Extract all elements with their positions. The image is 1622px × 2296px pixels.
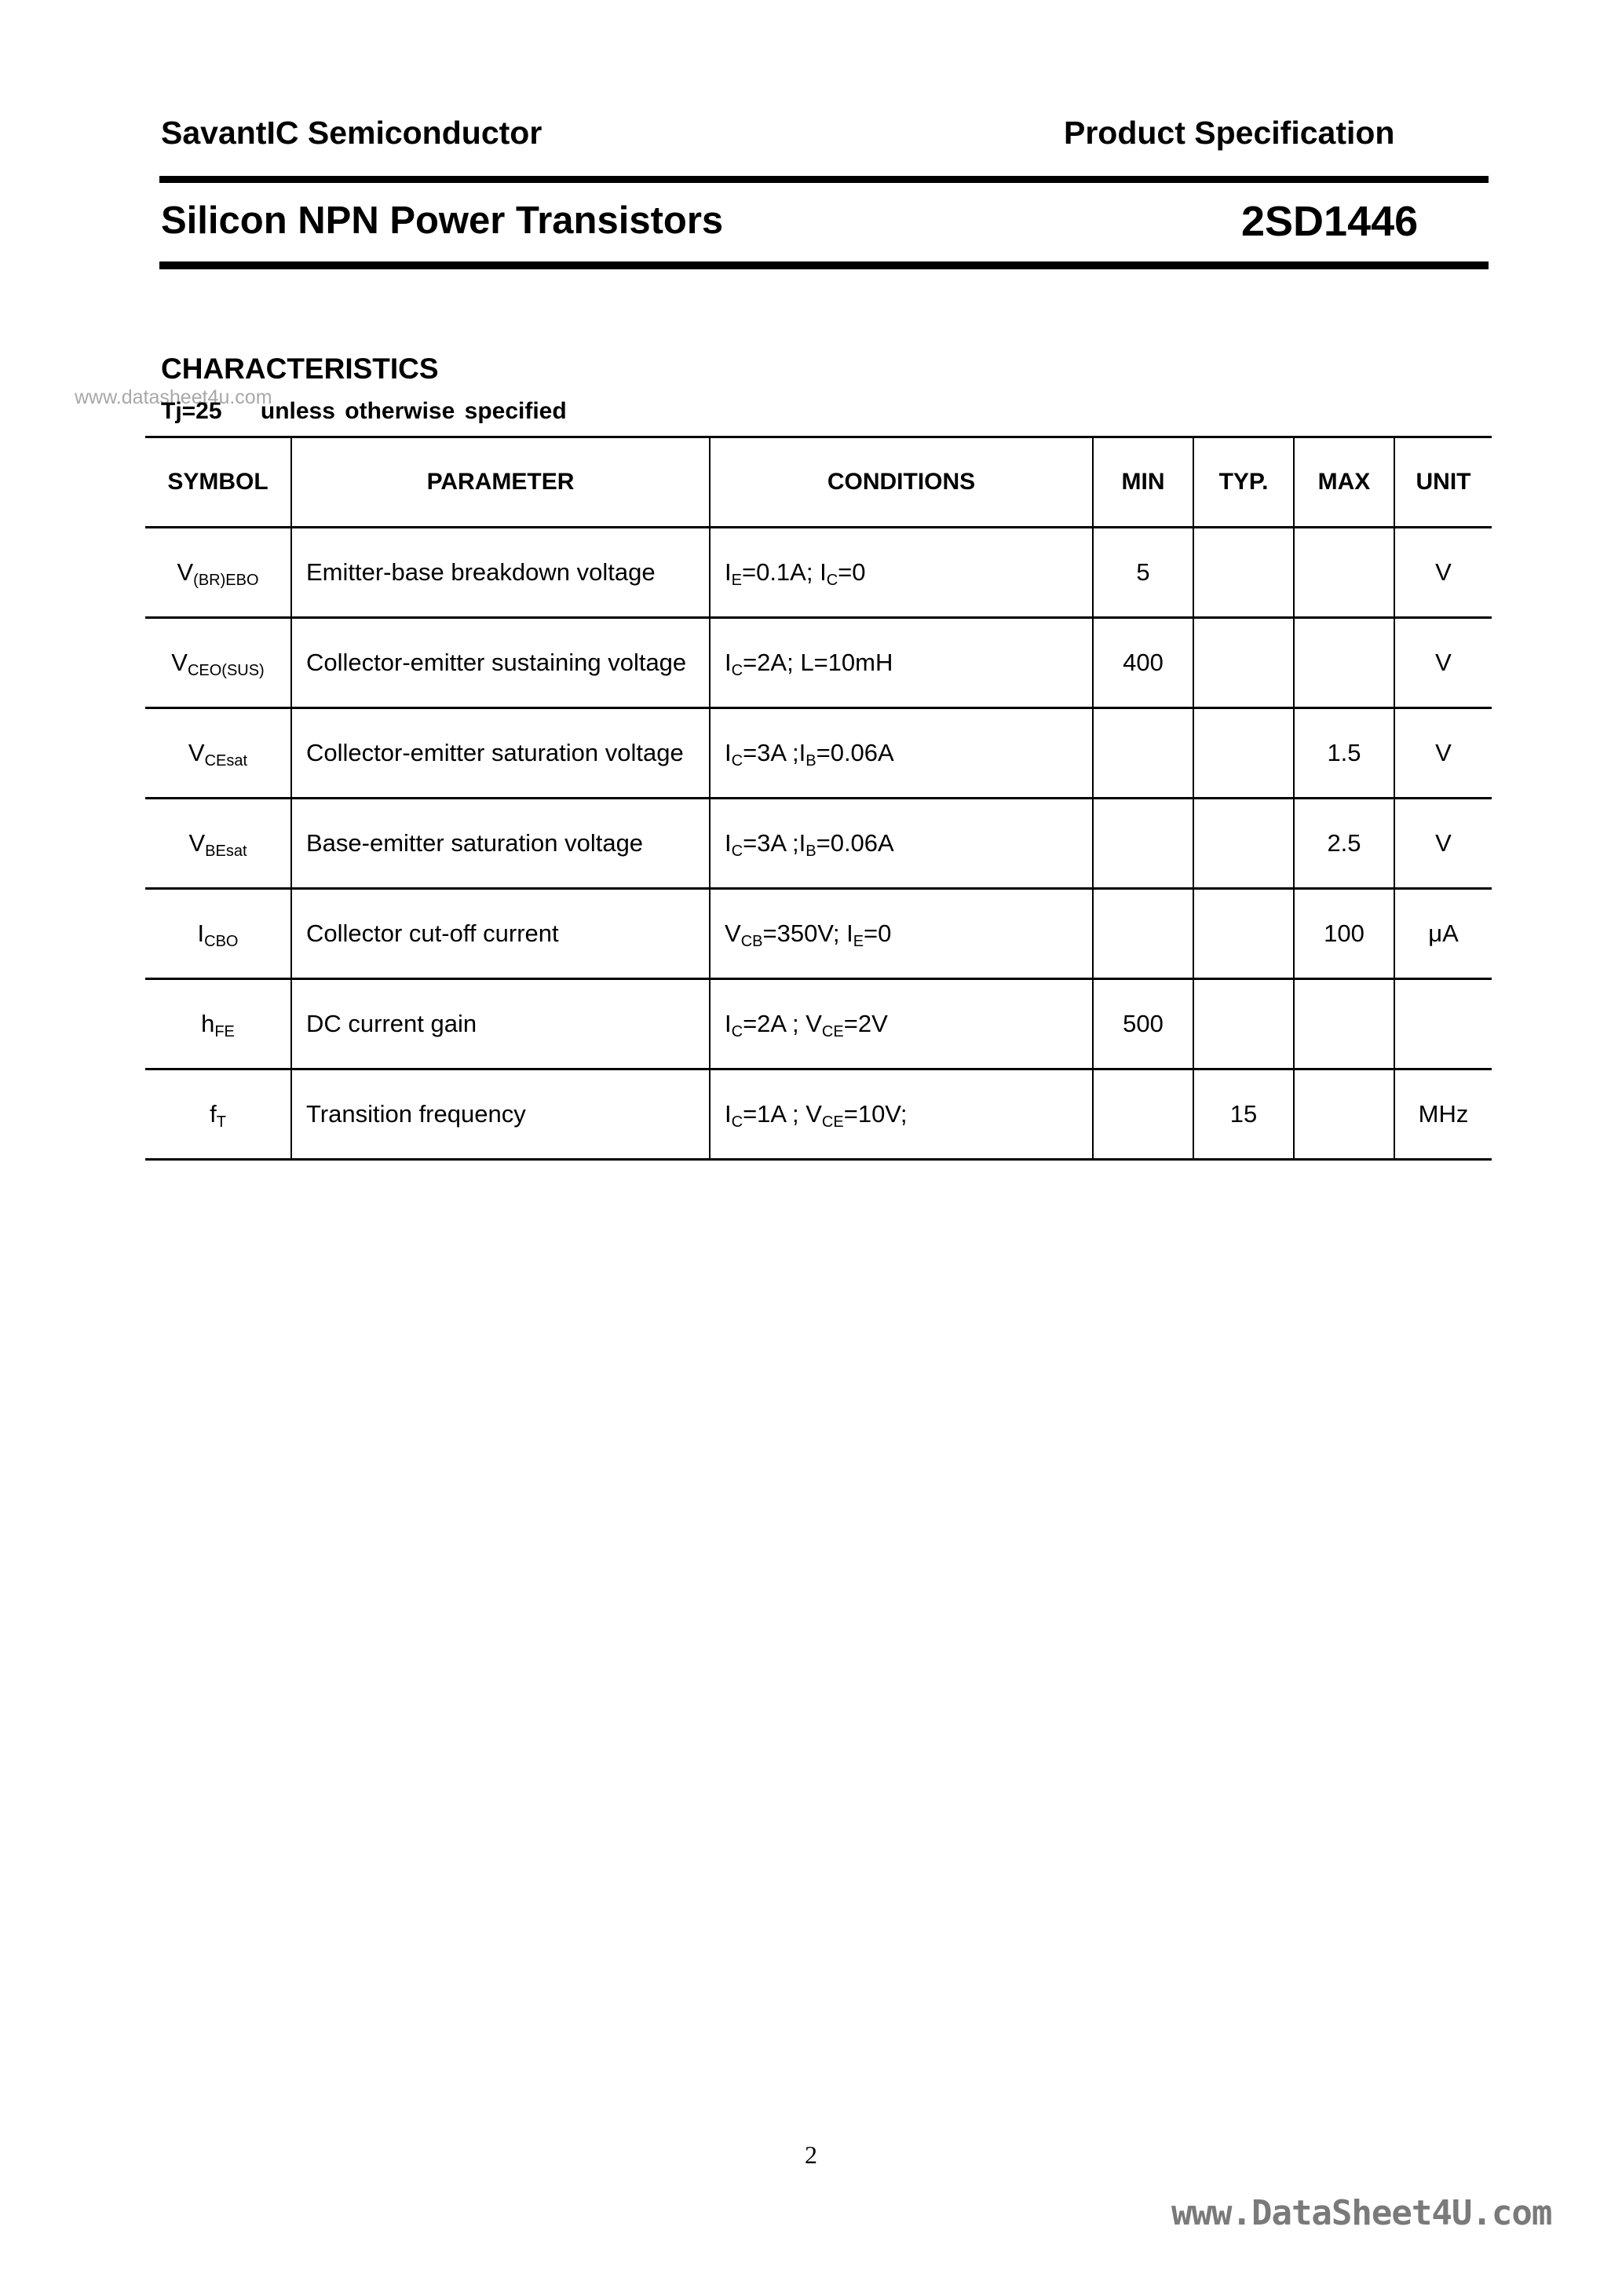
condition-subscript: C <box>731 752 743 770</box>
symbol-subscript: CEO(SUS) <box>187 662 265 679</box>
condition-value: =3A ; <box>743 829 799 857</box>
parameter-cell: Collector-emitter saturation voltage <box>291 708 710 799</box>
condition-subscript: CB <box>740 933 763 950</box>
min-cell: 400 <box>1093 618 1193 708</box>
column-header-parameter: PARAMETER <box>291 437 710 528</box>
condition-subscript: E <box>853 933 864 950</box>
unit-cell: V <box>1394 618 1492 708</box>
test-condition-note: Tj=25 unless otherwise specified <box>161 398 567 424</box>
symbol-cell <box>145 979 291 1069</box>
condition-subscript: C <box>731 1113 743 1131</box>
condition-subscript: CE <box>821 1113 844 1131</box>
condition-main: I <box>725 649 732 676</box>
conditions-cell <box>710 708 1093 799</box>
min-cell <box>1093 1069 1193 1160</box>
max-cell <box>1294 1069 1394 1160</box>
unit-cell <box>1394 979 1492 1069</box>
company-name: SavantIC Semiconductor <box>161 115 542 151</box>
parameter-cell: DC current gain <box>291 979 710 1069</box>
condition-value: =0 <box>838 558 866 586</box>
condition-subscript: C <box>826 572 838 589</box>
min-cell <box>1093 889 1193 979</box>
condition-main: I <box>725 739 732 766</box>
typ-cell <box>1193 889 1294 979</box>
symbol-subscript: CEsat <box>204 752 248 770</box>
symbol-main: V <box>177 558 194 586</box>
condition-value: =0 <box>864 919 892 947</box>
condition-value: =2A; L=10mH <box>743 649 893 676</box>
condition-subscript: C <box>731 662 743 679</box>
header-rule-bottom <box>159 261 1489 269</box>
column-header-unit: UNIT <box>1394 437 1492 528</box>
unit-cell: MHz <box>1394 1069 1492 1160</box>
table-row <box>145 708 1492 799</box>
unit-cell: μA <box>1394 889 1492 979</box>
typ-cell <box>1193 708 1294 799</box>
condition-value: =3A ; <box>743 739 799 766</box>
parameter-cell: Collector-emitter sustaining voltage <box>291 618 710 708</box>
typ-cell: 15 <box>1193 1069 1294 1160</box>
condition-value: =0.06A <box>816 829 894 857</box>
condition-main: I <box>798 829 806 857</box>
symbol-subscript: CBO <box>204 933 239 950</box>
typ-cell <box>1193 979 1294 1069</box>
symbol-subscript: FE <box>214 1023 235 1040</box>
table-row <box>145 889 1492 979</box>
typ-cell <box>1193 799 1294 889</box>
max-cell <box>1294 528 1394 618</box>
watermark-bottom: www.DataSheet4U.com <box>1171 2193 1552 2233</box>
condition-subscript: C <box>731 1023 743 1040</box>
typ-cell <box>1193 528 1294 618</box>
min-cell: 5 <box>1093 528 1193 618</box>
symbol-subscript: BEsat <box>205 843 247 860</box>
min-cell <box>1093 708 1193 799</box>
symbol-cell <box>145 708 291 799</box>
condition-main: V <box>806 1010 822 1037</box>
conditions-cell <box>710 528 1093 618</box>
column-header-typ: TYP. <box>1193 437 1294 528</box>
condition-subscript: CE <box>821 1023 844 1040</box>
max-cell: 100 <box>1294 889 1394 979</box>
conditions-cell <box>710 979 1093 1069</box>
unit-cell: V <box>1394 528 1492 618</box>
table-row <box>145 799 1492 889</box>
conditions-cell <box>710 1069 1093 1160</box>
conditions-cell <box>710 799 1093 889</box>
condition-main: I <box>725 1100 732 1128</box>
symbol-main: V <box>171 649 188 676</box>
condition-value: =1A ; <box>743 1100 806 1128</box>
max-cell <box>1294 618 1394 708</box>
parameter-cell: Emitter-base breakdown voltage <box>291 528 710 618</box>
symbol-main: V <box>188 829 206 857</box>
condition-value: =0.06A <box>816 739 894 766</box>
symbol-main: V <box>188 739 205 766</box>
condition-main: V <box>725 919 741 947</box>
column-header-conditions: CONDITIONS <box>710 437 1093 528</box>
table-row <box>145 528 1492 618</box>
symbol-main: f <box>210 1100 217 1128</box>
unit-cell: V <box>1394 708 1492 799</box>
max-cell <box>1294 979 1394 1069</box>
condition-value: =2V <box>843 1010 888 1037</box>
column-header-symbol: SYMBOL <box>145 437 291 528</box>
unit-cell: V <box>1394 799 1492 889</box>
condition-value: =0.1A; <box>741 558 820 586</box>
condition-subscript: B <box>806 843 816 860</box>
symbol-main: h <box>201 1010 215 1037</box>
condition-subscript: B <box>806 752 816 770</box>
symbol-cell <box>145 528 291 618</box>
part-number: 2SD1446 <box>1241 198 1419 245</box>
document-title: Silicon NPN Power Transistors <box>161 199 724 242</box>
condition-value: =350V; <box>762 919 847 947</box>
condition-value: =10V; <box>843 1100 908 1128</box>
symbol-cell <box>145 618 291 708</box>
watermark-top: www.datasheet4u.com <box>75 386 272 408</box>
symbol-subscript: (BR)EBO <box>193 572 259 589</box>
table-row <box>145 1069 1492 1160</box>
document-type: Product Specification <box>1064 115 1395 151</box>
condition-main: V <box>806 1100 822 1128</box>
condition-main: I <box>798 739 806 766</box>
symbol-main: I <box>197 919 205 947</box>
condition-subscript: C <box>731 843 743 860</box>
typ-cell <box>1193 618 1294 708</box>
table-header-row <box>145 437 1492 528</box>
conditions-cell <box>710 889 1093 979</box>
symbol-cell <box>145 889 291 979</box>
max-cell: 1.5 <box>1294 708 1394 799</box>
characteristics-table <box>145 436 1492 1161</box>
table-row <box>145 618 1492 708</box>
condition-main: I <box>820 558 827 586</box>
condition-main: I <box>725 558 732 586</box>
parameter-cell: Transition frequency <box>291 1069 710 1160</box>
section-title: CHARACTERISTICS <box>161 353 439 385</box>
symbol-subscript: T <box>216 1113 226 1131</box>
conditions-cell <box>710 618 1093 708</box>
symbol-cell <box>145 799 291 889</box>
min-cell <box>1093 799 1193 889</box>
column-header-max: MAX <box>1294 437 1394 528</box>
max-cell: 2.5 <box>1294 799 1394 889</box>
header-rule-top <box>159 176 1489 183</box>
column-header-min: MIN <box>1093 437 1193 528</box>
symbol-cell <box>145 1069 291 1160</box>
table-row <box>145 979 1492 1069</box>
condition-subscript: E <box>731 572 742 589</box>
min-cell: 500 <box>1093 979 1193 1069</box>
page-number: 2 <box>805 2141 817 2169</box>
condition-main: I <box>846 919 853 947</box>
condition-main: I <box>725 829 732 857</box>
condition-main: I <box>725 1010 732 1037</box>
parameter-cell: Collector cut-off current <box>291 889 710 979</box>
condition-value: =2A ; <box>743 1010 806 1037</box>
parameter-cell: Base-emitter saturation voltage <box>291 799 710 889</box>
